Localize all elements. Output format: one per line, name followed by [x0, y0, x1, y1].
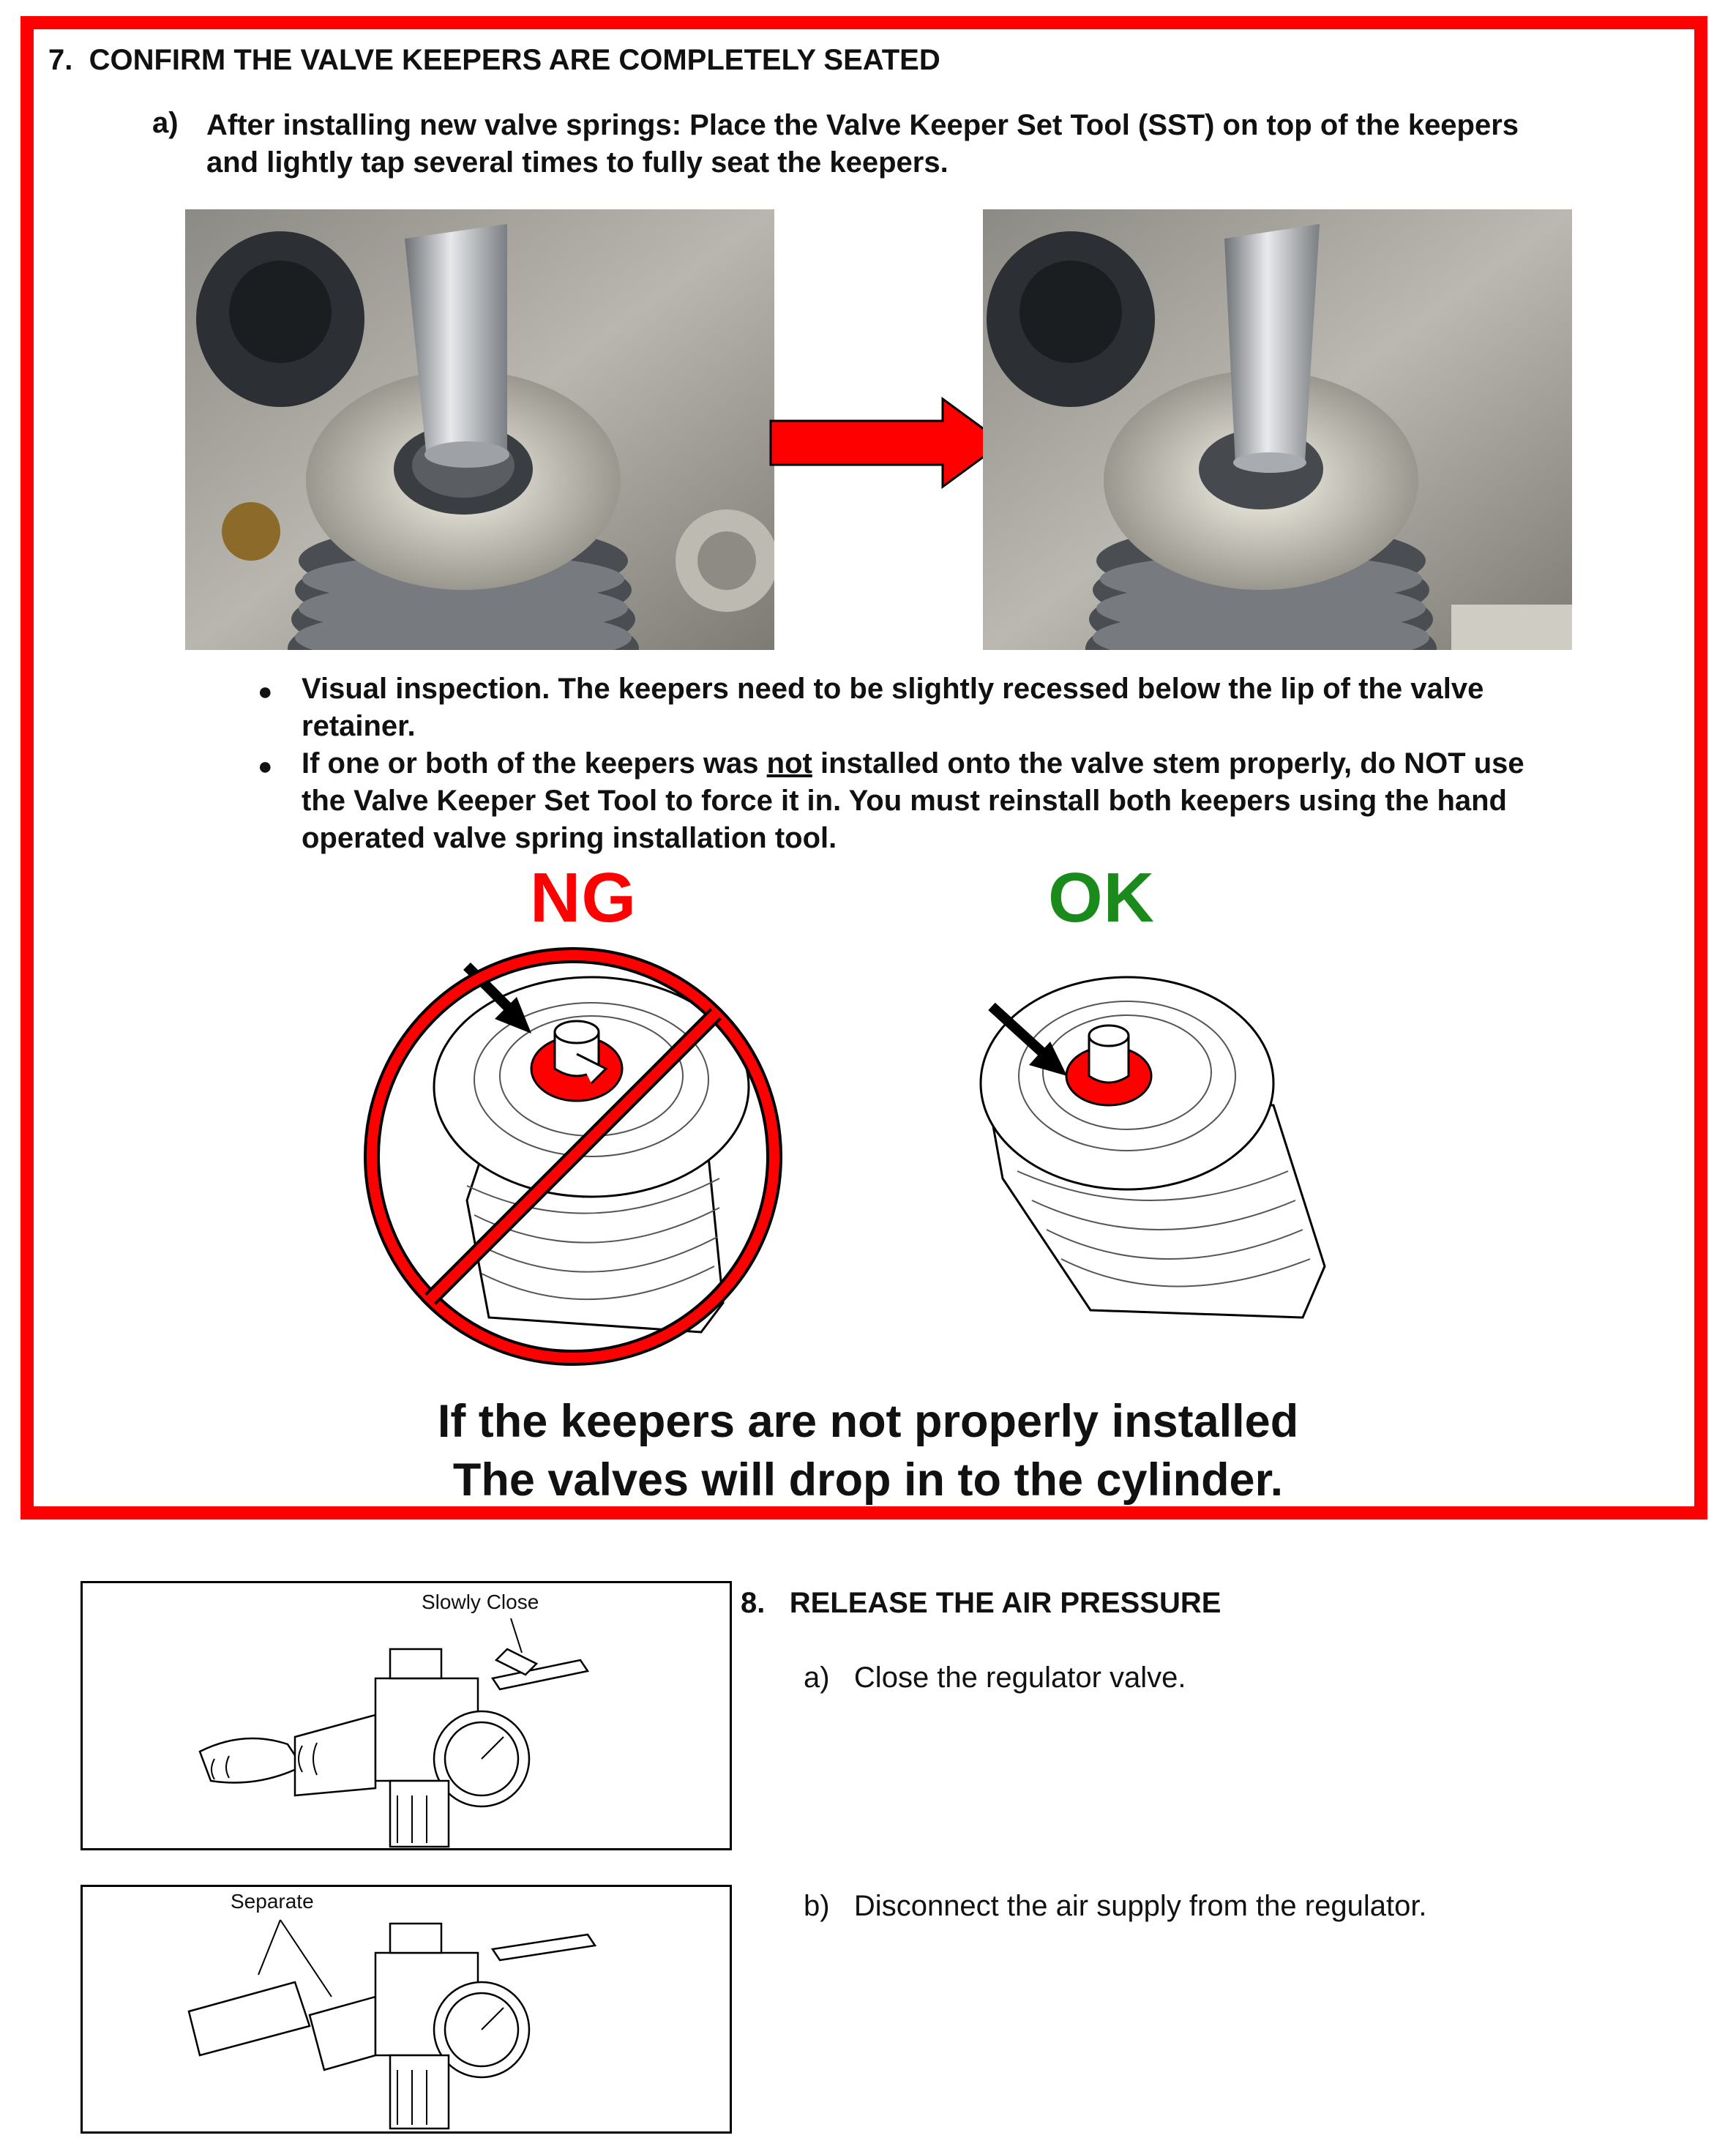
ng-keeper-drawing	[357, 937, 826, 1376]
step-8b-text: Disconnect the air supply from the regulator.	[853, 1890, 1427, 1922]
step-8a	[804, 1662, 1186, 1694]
arrow-right-icon	[767, 395, 1009, 490]
warning-line-1: If the keepers are not properly installed	[437, 1396, 1299, 1447]
warning-line-2: The valves will drop in to the cylinder.	[452, 1454, 1284, 1506]
bullet-1	[302, 670, 1648, 745]
photo-after-seating	[983, 209, 1572, 650]
ok-keeper-drawing	[959, 937, 1354, 1347]
section-8-heading	[741, 1587, 1221, 1620]
figure-regulator-close	[81, 1581, 732, 1850]
bullet-2-line-3: operated valve spring installation tool.	[302, 822, 837, 854]
section-7-title: CONFIRM THE VALVE KEEPERS ARE COMPLETELY SEATED	[89, 44, 940, 76]
section-8-title: RELEASE THE AIR PRESSURE	[789, 1587, 1221, 1619]
warning-caption	[0, 1392, 1736, 1509]
bullet-1-line-1: Visual inspection. The keepers need to be slightly recessed below the lip of the valve	[302, 673, 1484, 705]
regulator-drawing-b	[83, 1887, 730, 2131]
callout-slowly-close: Slowly Close	[422, 1591, 539, 1613]
section-8-number: 8.	[741, 1587, 766, 1619]
step-8a-label: a)	[804, 1662, 830, 1694]
bullet-2-line-1: If one or both of the keepers was not installed onto the valve stem properly, do NOT use	[302, 747, 1524, 780]
bullet-1-line-2: retainer.	[302, 710, 416, 742]
bullet-1-dot: ●	[258, 678, 273, 706]
ok-label: OK	[1048, 859, 1155, 937]
step-7a-text	[206, 107, 1670, 182]
figure-regulator-separate	[81, 1885, 732, 2134]
bullet-2-line-2: the Valve Keeper Set Tool to force it in. You must reinstall both keepers using the hand	[302, 785, 1507, 817]
callout-separate: Separate	[231, 1890, 314, 1913]
step-7a-label: a)	[152, 107, 179, 139]
ng-label: NG	[530, 859, 637, 937]
step-8b	[804, 1890, 1427, 1923]
section-7-heading	[48, 44, 940, 77]
step-7a-line-1: After installing new valve springs: Place the Valve Keeper Set Tool (SST) on top of the keepers	[206, 109, 1519, 141]
step-8b-label: b)	[804, 1890, 830, 1922]
bullet-2-emphasis: not	[766, 747, 812, 780]
regulator-drawing-a	[83, 1583, 730, 1848]
step-7a-line-2: and lightly tap several times to fully seat the keepers.	[206, 146, 949, 179]
step-8a-text: Close the regulator valve.	[853, 1662, 1186, 1694]
section-7-number: 7.	[48, 44, 73, 76]
photo-before-seating	[185, 209, 774, 650]
bullet-2	[302, 745, 1648, 857]
bullet-2-dot: ●	[258, 752, 273, 780]
